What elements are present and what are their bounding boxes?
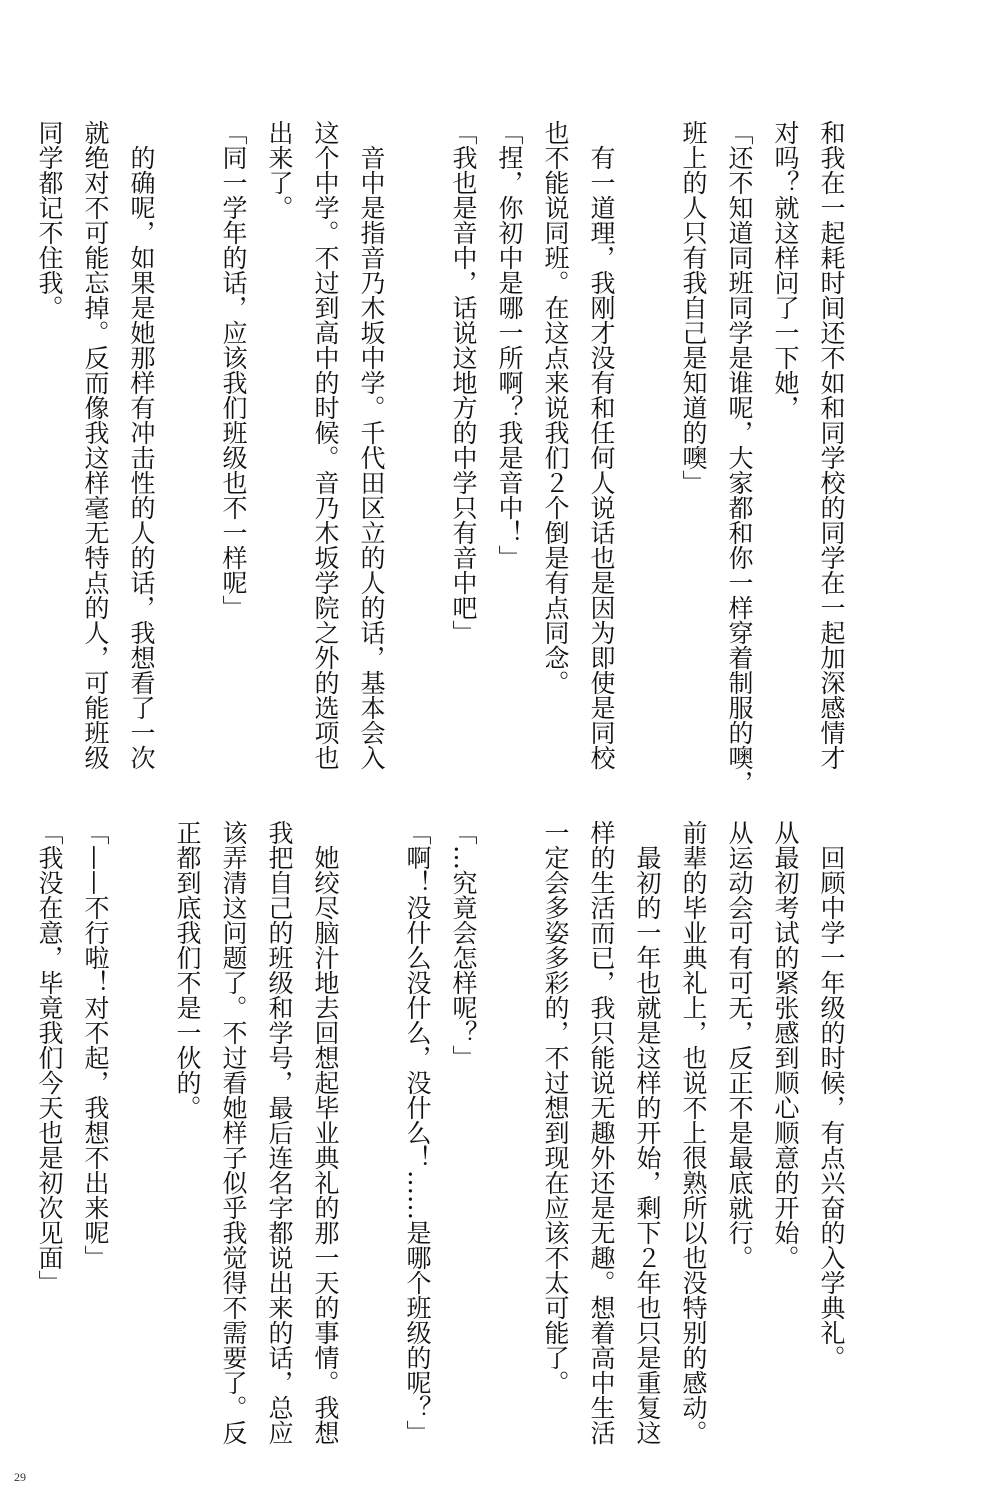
text-line: 从最初考试的紧张感到顺心顺意的开始。 [771, 820, 800, 1270]
lower-text-block [35, 820, 854, 1445]
text-line: 「——不行啦！对不起，我想不出来呢」 [81, 820, 110, 1270]
text-line: 她绞尽脑汁地去回想起毕业典礼的那一天的事情。我想 [311, 845, 340, 1445]
text-line: 和我在一起耗时间还不如和同学校的同学在一起加深感情才 [817, 120, 846, 770]
text-line: 对吗？就这样问了一下她， [771, 120, 800, 420]
text-line: 该弄清这问题了。不过看她样子似乎我觉得不需要了。反 [219, 820, 248, 1445]
text-line: 「还不知道同班同学是谁呢，大家都和你一样穿着制服的噢， [725, 120, 754, 795]
text-line: 同学都记不住我。 [35, 120, 64, 320]
page-number: 29 [14, 1470, 26, 1484]
text-line: 的确呢，如果是她那样有冲击性的人的话，我想看了一次 [127, 145, 156, 770]
text-line: 我把自己的班级和学号，最后连名字都说出来的话，总应 [265, 820, 294, 1445]
text-line: 「…究竟会怎样呢？」 [449, 820, 478, 1070]
text-line: 就绝对不可能忘掉。反而像我这样毫无特点的人，可能班级 [81, 120, 110, 770]
text-line: 「我也是音中，话说这地方的中学只有音中吧」 [449, 120, 478, 645]
text-line: 也不能说同班。在这点来说我们２个倒是有点同念。 [541, 120, 570, 695]
text-line: 一定会多姿多彩的，不过想到现在应该不太可能了。 [541, 820, 570, 1395]
text-line [394, 120, 440, 730]
text-line: 前辈的毕业典礼上，也说不上很熟所以也没特别的感动。 [679, 820, 708, 1445]
text-line: 从运动会可有可无，反正不是最底就行。 [725, 820, 754, 1270]
text-line: 「啊！没什么没什么，没什么！……是哪个班级的呢？」 [403, 820, 432, 1445]
text-line [0, 820, 26, 1395]
text-line: 这个中学。不过到高中的时候。音乃木坂学院之外的选项也 [311, 120, 340, 770]
upper-text-block [35, 120, 854, 795]
text-line: 有一道理，我刚才没有和任何人说话也是因为即使是同校 [587, 145, 616, 770]
text-line: 样的生活而已，我只能说无趣外还是无趣。想着高中生活 [587, 820, 616, 1445]
text-line: 班上的人只有我自己是知道的噢」 [679, 120, 708, 495]
text-line: 正都到底我们不是一伙的。 [173, 820, 202, 1120]
text-line [348, 820, 394, 1395]
text-line: 「捏，你初中是哪一所啊？我是音中！」 [495, 120, 524, 570]
text-line: 出来了。 [265, 120, 294, 220]
text-line: 「我没在意，毕竟我们今天也是初次见面」 [35, 820, 64, 1295]
text-line [0, 120, 26, 730]
text-line: 回顾中学一年级的时候，有点兴奋的入学典礼。 [817, 845, 846, 1370]
text-line: 最初的一年也就是这样的开始，剩下２年也只是重复这 [633, 845, 662, 1445]
text-line [486, 820, 532, 1395]
text-line [624, 120, 670, 730]
text-line [118, 820, 164, 1395]
text-line: 音中是指音乃木坂中学。千代田区立的人的话，基本会入 [357, 145, 386, 770]
text-line [164, 120, 210, 730]
text-line: 「同一学年的话，应该我们班级也不一样呢」 [219, 120, 248, 620]
